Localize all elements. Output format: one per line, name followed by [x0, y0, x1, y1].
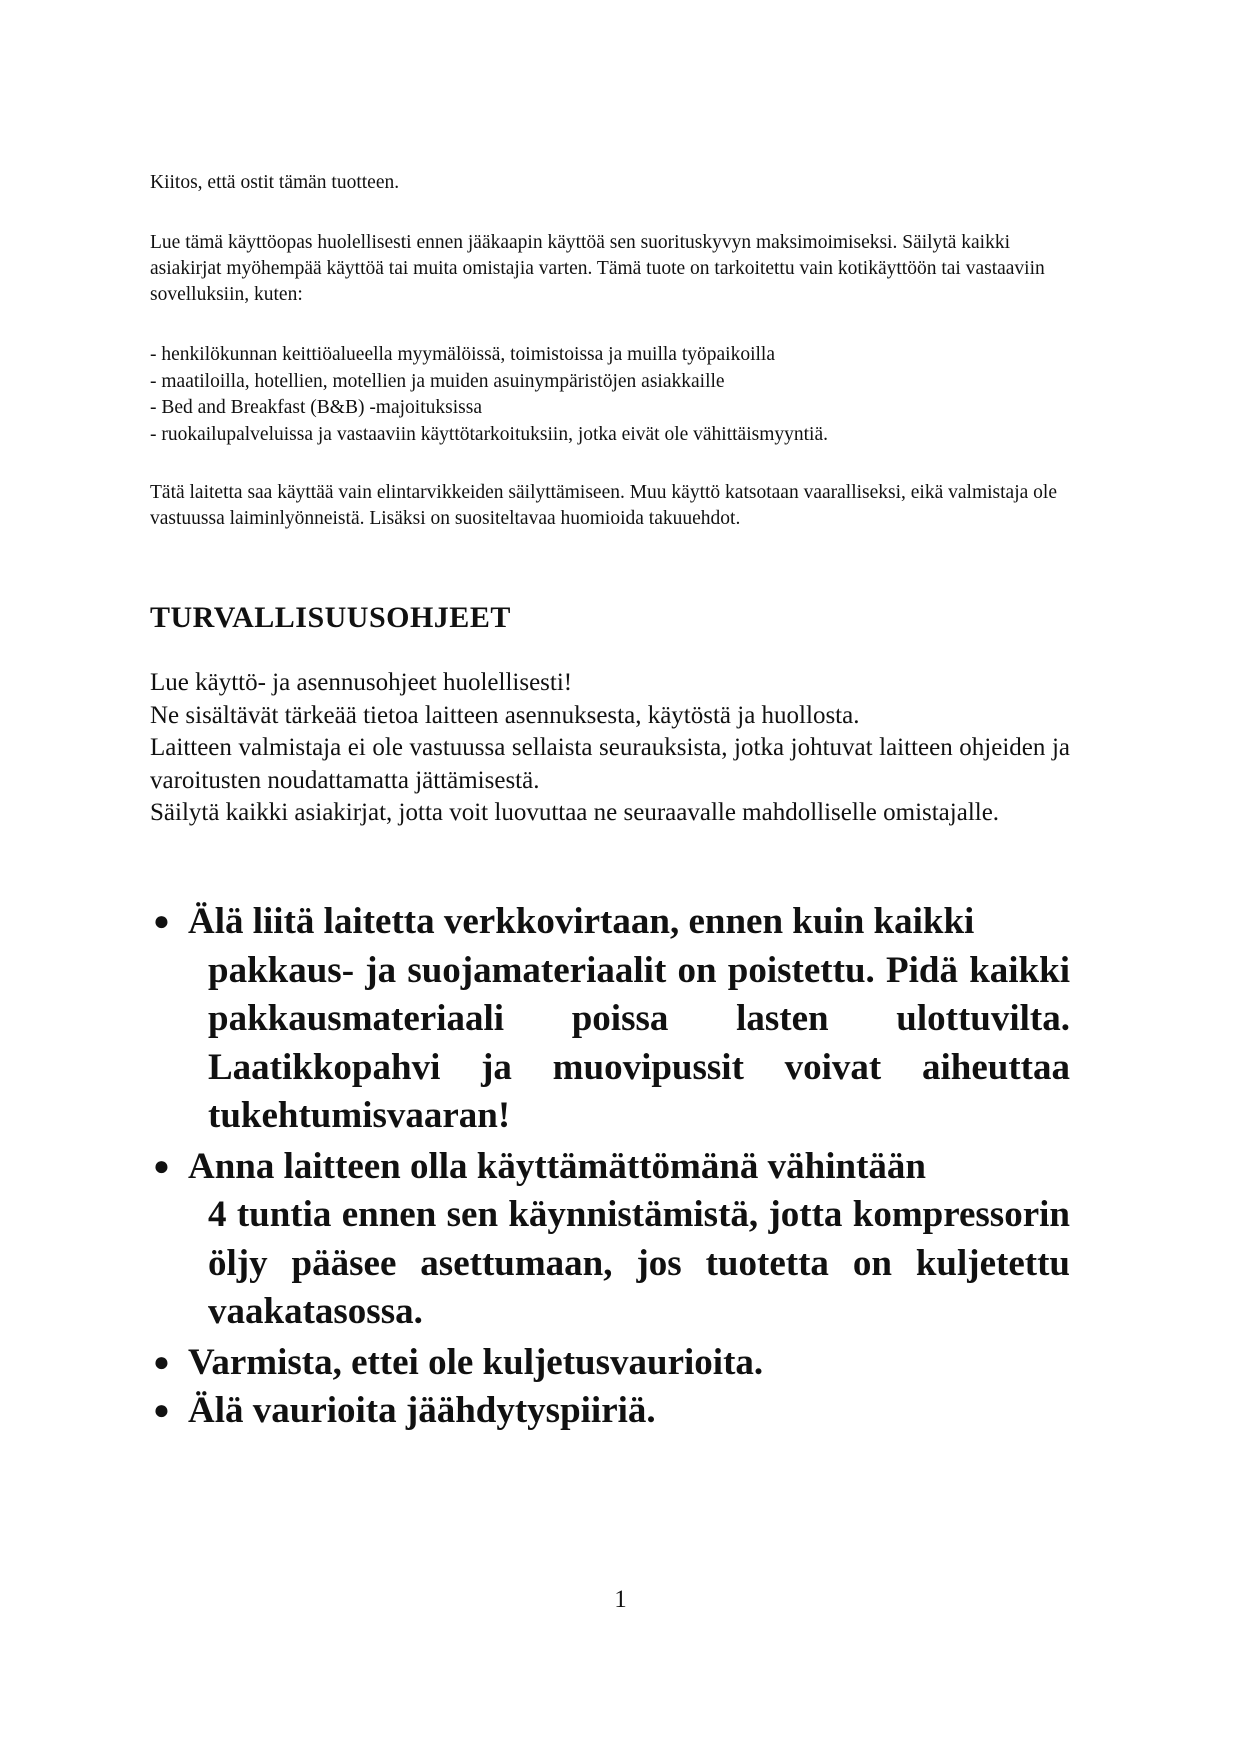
warning-item: [150, 898, 1070, 1141]
warning-continuation: 4 tuntia ennen sen käynnistämistä, jotta kompressorin öljy pääsee asettumaan, jos tuotetta on kuljetettu vaakatasossa.: [208, 1194, 1070, 1332]
list-item: - Bed and Breakfast (B&B) -majoituksissa: [150, 397, 482, 418]
validity-text: Tätä laitetta saa käyttää vain elintarvikkeiden säilyttämiseen. Muu käyttö katsotaan vaaralliseksi, eikä valmistaja ole vastuussa laiminlyönneistä. Lisäksi on suositeltavaa huomioida takuuehdot.: [150, 482, 1057, 529]
safety-heading: TURVALLISUUSOHJEET: [150, 601, 511, 634]
bullet-icon: ●: [153, 1346, 170, 1378]
bullet-icon: ●: [153, 906, 170, 937]
warning-continuation: pakkaus- ja suojamateriaalit on poistettu. Pidä kaikki pakkausmateriaali poissa lasten ulottuvilta. Laatikkopahvi ja muovipussit voivat aiheuttaa tukehtumisvaaran!: [208, 949, 1070, 1136]
intro-section: [150, 170, 1070, 532]
list-item: - henkilökunnan keittiöalueella myymälöissä, toimistoissa ja muilla työpaikoilla: [150, 344, 775, 365]
warning-first-line: Varmista, ettei ole kuljetusvaurioita.: [188, 1341, 764, 1383]
warning-first-line: Älä liitä laitetta verkkovirtaan, ennen kuin kaikki: [188, 901, 975, 942]
list-item: - ruokailupalveluissa ja vastaaviin käyttötarkoituksiin, jotka eivät ole vähittäismyyntiä.: [150, 423, 829, 445]
warning-first-line: Älä vaurioita jäähdytyspiiriä.: [188, 1390, 656, 1431]
list-item: - maatiloilla, hotellien, motellien ja muiden asuinympäristöjen asiakkaille: [150, 370, 725, 392]
warning-first-line: Anna laitteen olla käyttämättömänä vähintään: [188, 1145, 926, 1187]
safety-line: Lue käyttö- ja asennusohjeet huolellisesti!: [150, 669, 573, 696]
bullet-icon: ●: [153, 1150, 170, 1182]
safety-line: Ne sisältävät tärkeää tietoa laitteen asennuksesta, käytöstä ja huollosta.: [150, 701, 860, 729]
warnings-list: [150, 898, 1070, 1436]
page-number: 1: [614, 1586, 627, 1613]
warning-item: [150, 1339, 1070, 1388]
bullet-icon: ●: [153, 1395, 170, 1426]
warning-item: [150, 1387, 1070, 1436]
thanks-text: Kiitos, että ostit tämän tuotteen.: [150, 172, 400, 193]
safety-instructions: [150, 667, 1070, 830]
safety-line: Säilytä kaikki asiakirjat, jotta voit luovuttaa ne seuraavalle mahdolliselle omistajalle.: [150, 799, 1000, 826]
instructions-text: Lue tämä käyttöopas huolellisesti ennen jääkaapin käyttöä sen suorituskyvyn maksimoimiseksi. Säilytä kaikki asiakirjat myöhempää käyttöä tai muita omistajia varten. Tämä tuote on tarkoitettu vain kotikäyttöön tai vastaaviin sovelluksiin, kuten:: [150, 232, 1045, 305]
warning-item: [150, 1143, 1070, 1337]
usage-list: [150, 342, 1070, 448]
safety-line: Laitteen valmistaja ei ole vastuussa sellaista seurauksista, jotka johtuvat laitteen ohjeiden ja varoitusten noudattamatta jättämisestä.: [150, 734, 1070, 794]
